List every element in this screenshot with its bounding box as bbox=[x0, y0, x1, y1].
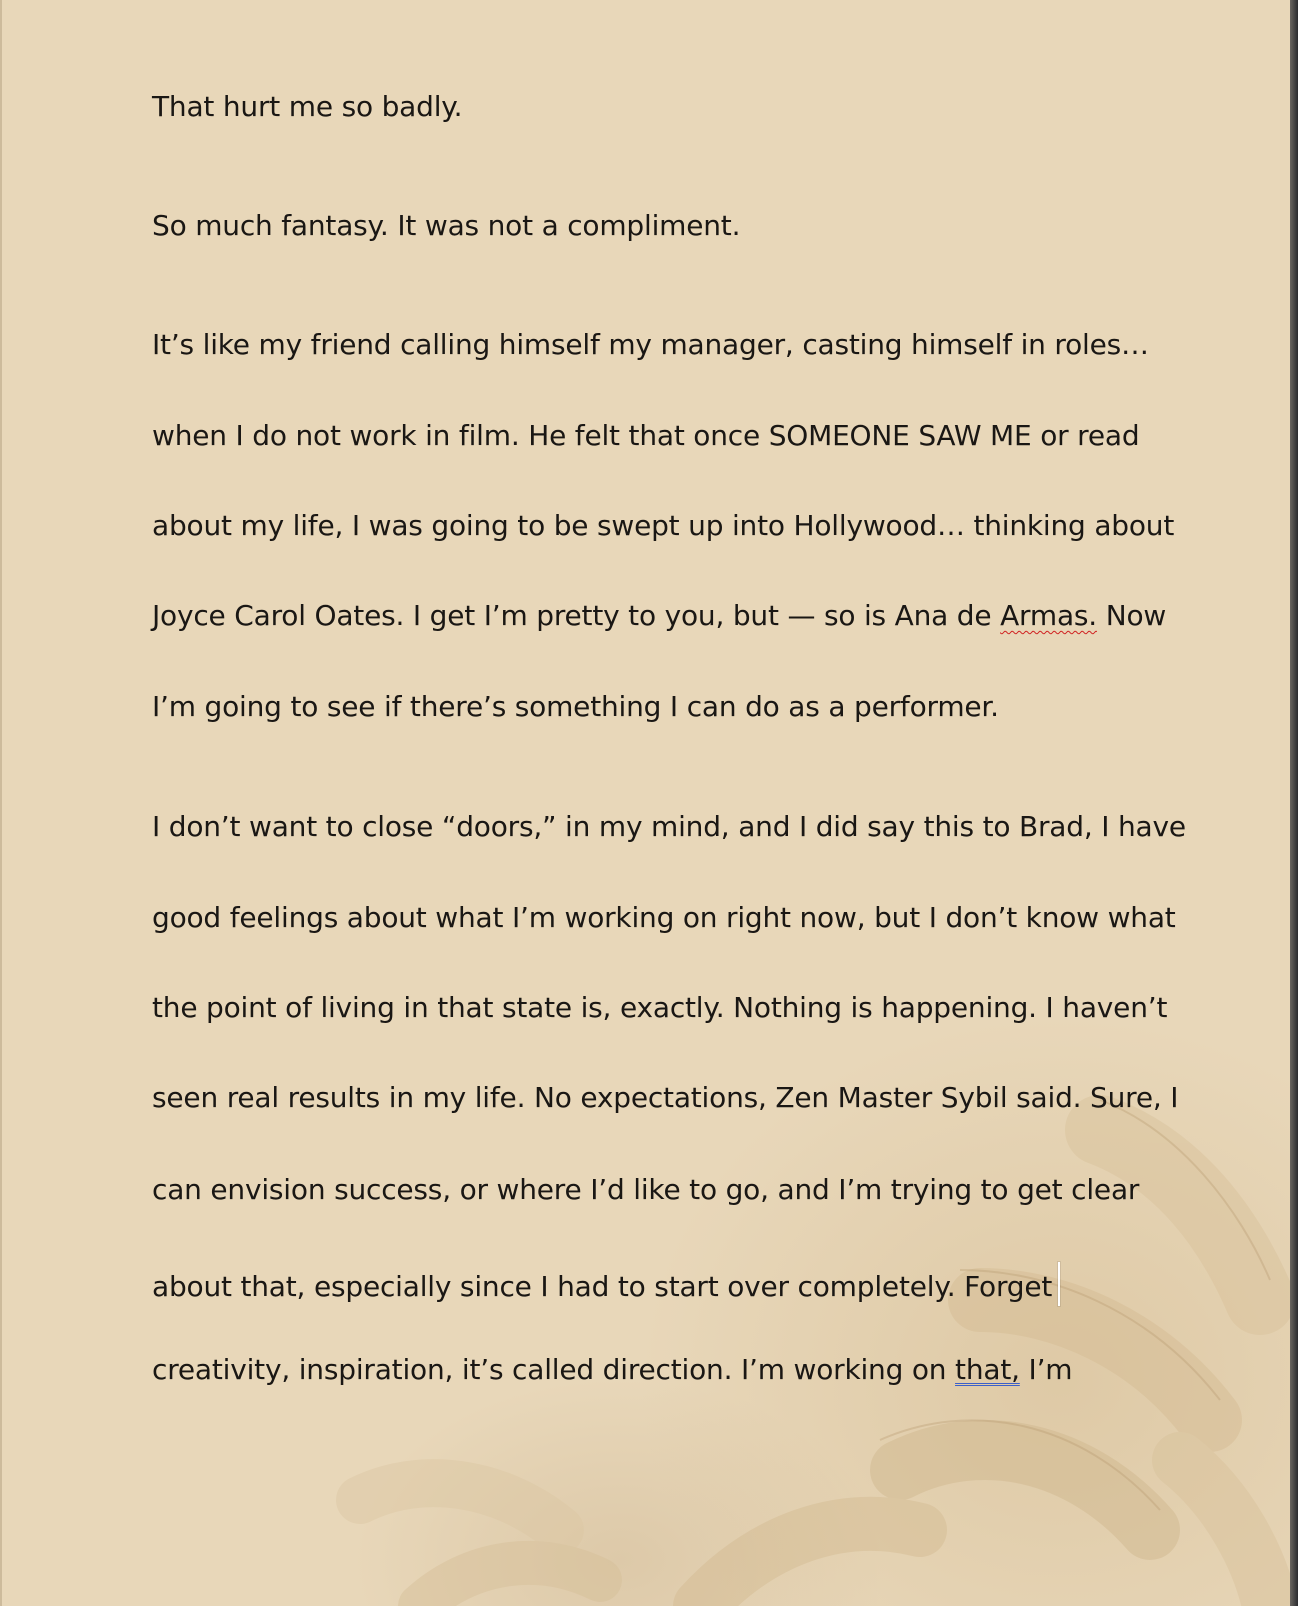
text-line: when I do not work in film. He felt that once SOMEONE SAW ME or read bbox=[152, 419, 1140, 452]
text-run: I’m bbox=[1019, 1353, 1073, 1386]
text-line: That hurt me so badly. bbox=[152, 90, 463, 123]
page-shadow-edge bbox=[1290, 0, 1298, 1606]
text-cursor bbox=[1058, 1262, 1060, 1306]
text-line: about my life, I was going to be swept up into Hollywood… thinking about bbox=[152, 509, 1175, 542]
text-line: seen real results in my life. No expectations, Zen Master Sybil said. Sure, I bbox=[152, 1081, 1179, 1114]
text-line: I’m going to see if there’s something I can do as a performer. bbox=[152, 690, 999, 723]
text-run: creativity, inspiration, it’s called direction. I’m working on bbox=[152, 1353, 956, 1386]
text-line: I don’t want to close “doors,” in my mind, and I did say this to Brad, I have bbox=[152, 810, 1186, 843]
text-line bbox=[152, 1352, 1072, 1388]
grammar-flagged-word[interactable]: that, bbox=[955, 1353, 1020, 1386]
text-run: Now bbox=[1097, 599, 1167, 632]
text-line: So much fantasy. It was not a compliment. bbox=[152, 209, 741, 242]
text-line bbox=[152, 598, 1166, 634]
text-line: It’s like my friend calling himself my manager, casting himself in roles… bbox=[152, 328, 1149, 361]
text-line: the point of living in that state is, exactly. Nothing is happening. I haven’t bbox=[152, 991, 1168, 1024]
text-line: can envision success, or where I’d like to go, and I’m trying to get clear bbox=[152, 1173, 1140, 1206]
text-run: Joyce Carol Oates. I get I’m pretty to you, but — so is Ana de bbox=[152, 599, 1001, 632]
page-left-edge bbox=[0, 0, 2, 1606]
text-run: about that, especially since I had to start over completely. Forget bbox=[152, 1270, 1053, 1303]
spellcheck-flagged-word[interactable]: Armas. bbox=[1000, 599, 1097, 632]
text-line bbox=[152, 1262, 1060, 1306]
text-line: good feelings about what I’m working on right now, but I don’t know what bbox=[152, 901, 1176, 934]
